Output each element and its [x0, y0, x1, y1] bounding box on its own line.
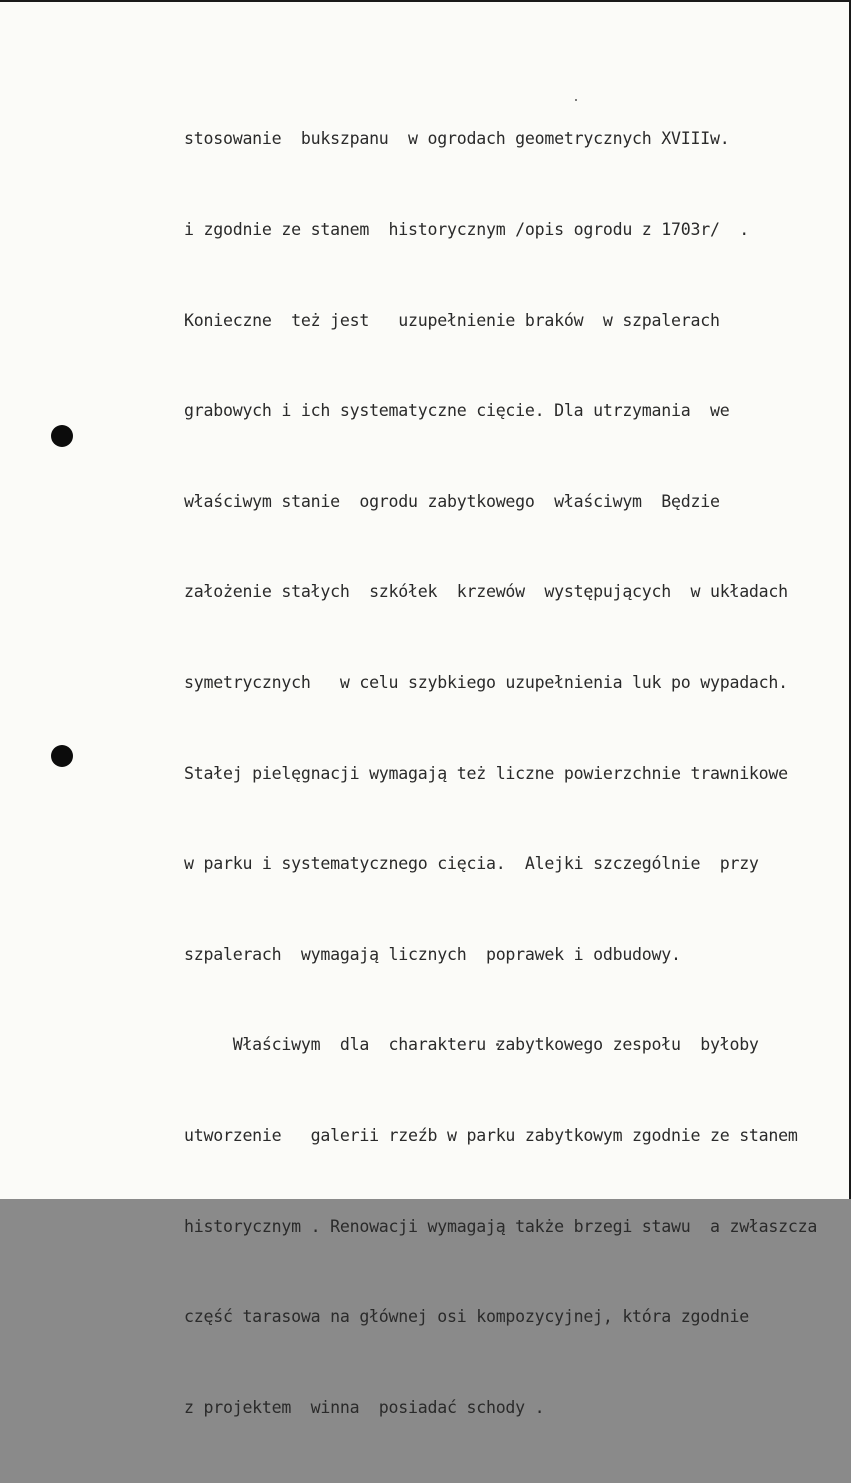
text-line: część tarasowa na głównej osi kompozycyjnej, która zgodnie [184, 1307, 749, 1327]
text-line: i zgodnie ze stanem historycznym /opis ogrodu z 1703r/ . [184, 220, 749, 239]
typewritten-body [184, 64, 844, 1483]
text-line: Właściwym dla charakteru zabytkowego zespołu byłoby [184, 1035, 759, 1055]
text-line: utworzenie galerii rzeźb w parku zabytkowym zgodnie ze stanem [184, 1125, 798, 1145]
text-line: symetrycznych w celu szybkiego uzupełnienia luk po wypadach. [184, 672, 788, 692]
text-line: szpalerach wymagają licznych poprawek i odbudowy. [184, 944, 681, 964]
text-line: historycznym . Renowacji wymagają także brzegi stawu a zwłaszcza [184, 1216, 818, 1236]
text-line: grabowych i ich systematyczne cięcie. Dla utrzymania we [184, 401, 730, 421]
text-line: z projektem winna posiadać schody . [184, 1397, 545, 1417]
text-line: właściwym stanie ogrodu zabytkowego właściwym Będzie [184, 491, 720, 511]
text-line: założenie stałych szkółek krzewów występujących w układach [184, 582, 788, 602]
text-line: w parku i systematycznego cięcia. Alejki szczególnie przy [184, 854, 759, 874]
punch-hole-upper [51, 425, 73, 447]
text-line: Stałej pielęgnacji wymagają też liczne powierzchnie trawnikowe [184, 763, 788, 783]
text-line: stosowanie bukszpanu w ogrodach geometrycznych XVIIIw. [184, 129, 730, 149]
text-line: Konieczne też jest uzupełnienie braków w szpalerach [184, 310, 720, 330]
punch-hole-lower [51, 745, 73, 767]
